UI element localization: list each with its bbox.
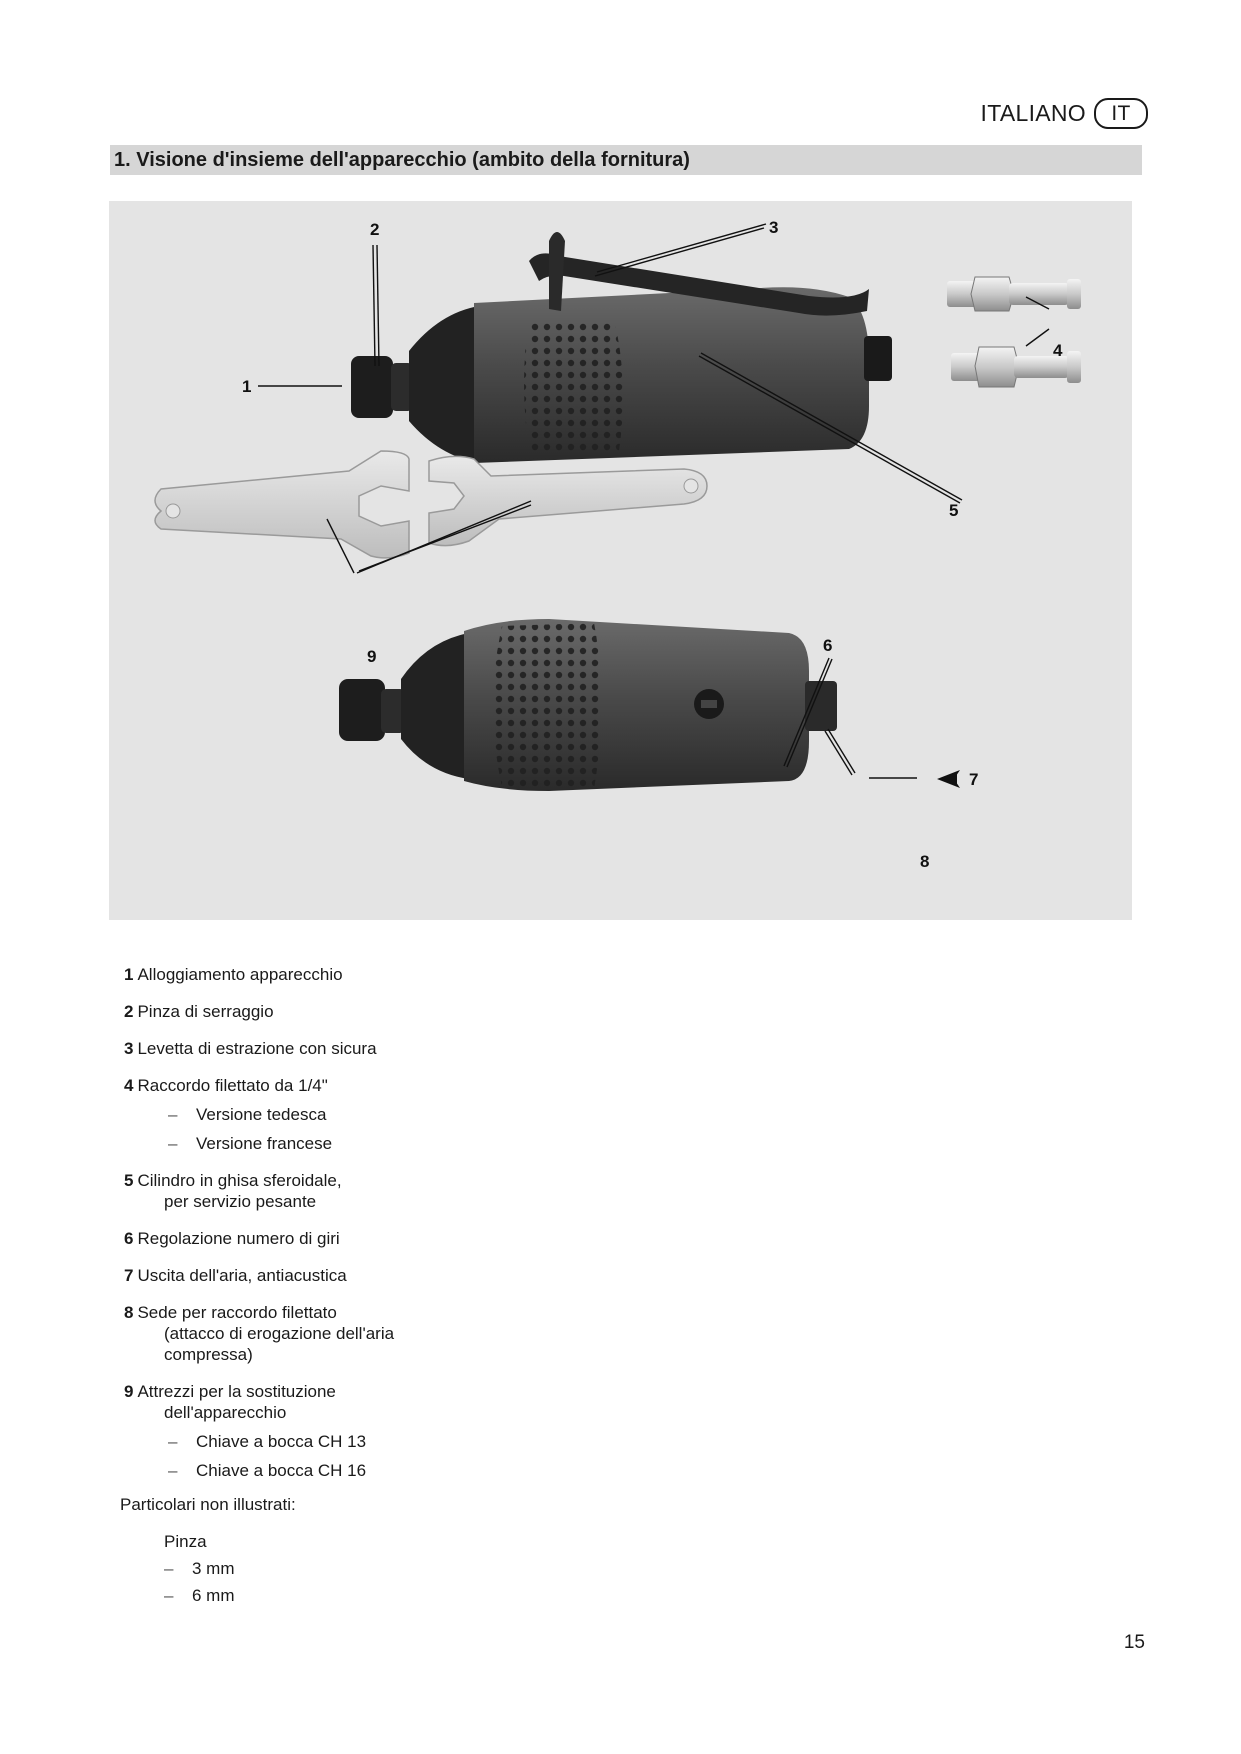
callout-7: 7: [969, 770, 979, 789]
sub-item: – 6 mm: [164, 1586, 235, 1605]
language-label: ITALIANO: [980, 100, 1086, 126]
callout-5: 5: [949, 501, 959, 520]
callout-6: 6: [823, 636, 833, 655]
section-title: 1. Visione d'insieme dell'apparecchio (ambito della fornitura): [114, 148, 690, 171]
list-item: 5 Cilindro in ghisa sferoidale, per servizio pesante: [124, 1171, 342, 1211]
list-item: 7 Uscita dell'aria, antiacustica: [124, 1266, 347, 1285]
list-item: 6 Regolazione numero di giri: [124, 1229, 340, 1248]
list-item: 9 Attrezzi per la sostituzione dell'apparecchio – Chiave a bocca CH 13 – Chiave a bocca CH 16: [124, 1381, 644, 1481]
callout-3: 3: [769, 218, 779, 237]
wrench-ch13-icon: [155, 451, 409, 558]
parts-list: [124, 964, 644, 1497]
sub-item: – 3 mm: [164, 1559, 235, 1578]
page-number: 15: [1123, 1632, 1145, 1653]
list-item: 8 Sede per raccordo filettato (attacco di erogazione dell'aria compressa): [124, 1303, 395, 1364]
list-item: 4 Raccordo filettato da 1/4" – Versione tedesca – Versione francese: [124, 1075, 644, 1154]
callout-2: 2: [370, 220, 380, 239]
language-code-badge: IT: [1094, 98, 1148, 129]
callout-4: 4: [1053, 341, 1063, 360]
not-illustrated-heading: Particolari non illustrati:: [120, 1495, 296, 1514]
section-header: [110, 145, 1142, 175]
sub-item: – Versione tedesca: [168, 1105, 327, 1124]
sub-item: – Chiave a bocca CH 16: [168, 1461, 367, 1480]
bottom-grinder-icon: [339, 619, 837, 791]
list-item: 2 Pinza di serraggio: [124, 1002, 274, 1021]
callout-8: 8: [920, 852, 930, 871]
list-item: 3 Levetta di estrazione con sicura: [124, 1039, 377, 1058]
sub-item: – Versione francese: [168, 1134, 333, 1153]
product-photo: [109, 201, 1132, 920]
callout-9: 9: [367, 647, 377, 666]
fitting-german-icon: [947, 277, 1081, 311]
not-illustrated-list: [164, 1531, 235, 1606]
list-item: 1 Alloggiamento apparecchio: [124, 965, 343, 984]
callout-1: 1: [242, 377, 252, 396]
wrench-ch16-icon: [429, 456, 707, 545]
collet-label: Pinza: [164, 1532, 207, 1551]
top-grinder-icon: [351, 232, 892, 463]
sub-item: – Chiave a bocca CH 13: [168, 1432, 367, 1451]
language-indicator: [981, 98, 1149, 129]
